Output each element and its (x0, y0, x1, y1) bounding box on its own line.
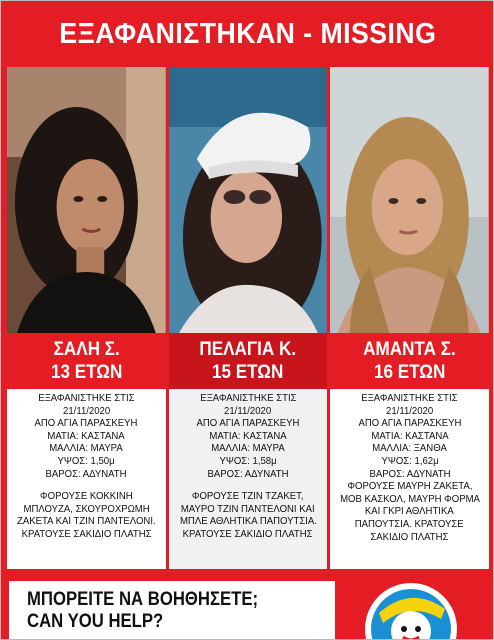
help-box (9, 581, 335, 639)
photo-pelagia (169, 67, 328, 333)
help-text-english: CAN YOU HELP? (27, 611, 164, 632)
person-name: ΠΕΛΑΓΙΑ Κ. (199, 339, 297, 360)
person-age: 15 ΕΤΩΝ (212, 362, 284, 383)
photo-sali (7, 67, 166, 333)
photo-row (7, 67, 489, 333)
person-age: 16 ΕΤΩΝ (373, 362, 446, 383)
detail-line: ΥΨΟΣ: 1,50μ (57, 455, 115, 467)
clothing-line: ΖΑΚΕΤΑ ΚΑΙ ΤΖΙΝ ΠΑΝΤΕΛΟΝΙ. (17, 516, 156, 528)
organization-logo-icon (357, 579, 465, 640)
detail-line: ΕΞΑΦΑΝΙΣΤΗΚΕ ΣΤΙΣ (38, 393, 135, 404)
poster-header (1, 1, 494, 67)
clothing-line: ΜΠΛΟΥΖΑ, ΣΚΟΥΡΟΧΡΩΜΗ (23, 503, 150, 515)
detail-line: ΑΠΟ ΑΓΙΑ ΠΑΡΑΣΚΕΥΗ (196, 418, 300, 430)
clothing-line: ΜΠΛΕ ΑΘΛΗΤΙΚΑ ΠΑΠΟΥΤΣΙΑ. (179, 516, 317, 528)
clothing-line: ΦΟΡΟΥΣΕ ΚΟΚΚΙΝΗ (40, 491, 133, 503)
clothing-line: ΚΡΑΤΟΥΣΕ ΣΑΚΙΔΙΟ ΠΛΑΤΗΣ (21, 528, 152, 540)
poster-footer (1, 573, 494, 640)
details-row (7, 389, 489, 569)
detail-line: ΜΑΤΙΑ: ΚΑΣΤΑΝΑ (209, 430, 287, 442)
details-sali (7, 389, 166, 569)
name-row (7, 333, 489, 389)
clothing-line: ΚΡΑΤΟΥΣΕ ΣΑΚΙΔΙΟ ΠΛΑΤΗΣ (183, 528, 313, 540)
missing-person-photo-icon (330, 67, 489, 333)
name-cell-pelagia (169, 333, 328, 389)
detail-line: ΜΑΛΛΙΑ: ΜΑΥΡΑ (211, 443, 285, 455)
missing-person-photo-icon (7, 67, 166, 333)
detail-line: ΥΨΟΣ: 1,58μ (219, 455, 277, 467)
details-amanta (330, 389, 489, 569)
detail-line: 21/11/2020 (386, 405, 434, 417)
detail-line: ΕΞΑΦΑΝΙΣΤΗΚΕ ΣΤΙΣ (361, 393, 458, 404)
details-pelagia (169, 389, 328, 569)
photo-amanta (330, 67, 489, 333)
detail-line: ΑΠΟ ΑΓΙΑ ΠΑΡΑΣΚΕΥΗ (358, 418, 462, 430)
name-cell-amanta (330, 333, 489, 389)
detail-line: 21/11/2020 (224, 405, 272, 417)
name-cell-sali (7, 333, 166, 389)
clothing-line: ΜΑΥΡΟ ΤΖΙΝ ΠΑΝΤΕΛΟΝΙ ΚΑΙ (181, 503, 315, 515)
person-age: 13 ΕΤΩΝ (50, 362, 123, 383)
detail-line: ΒΑΡΟΣ: ΑΔΥΝΑΤΗ (207, 468, 289, 480)
detail-line: ΥΨΟΣ: 1,62μ (381, 455, 439, 467)
clothing-line: ΦΟΡΟΥΣΕ ΜΑΥΡΗ ΖΑΚΕΤΑ, (347, 481, 473, 493)
clothing-line: ΜΟΒ ΚΑΣΚΟΛ, ΜΑΥΡΗ ΦΟΡΜΑ (339, 493, 480, 505)
help-text-greek: ΜΠΟΡΕΙΤΕ ΝΑ ΒΟΗΘΗΣΕΤΕ; (27, 589, 259, 610)
detail-line: ΜΑΤΙΑ: ΚΑΣΤΑΝΑ (47, 430, 125, 442)
clothing-line: ΣΑΚΙΔΙΟ ΠΛΑΤΗΣ (370, 531, 449, 543)
detail-line: ΕΞΑΦΑΝΙΣΤΗΚΕ ΣΤΙΣ (199, 393, 297, 404)
detail-line: ΒΑΡΟΣ: ΑΔΥΝΑΤΗ (45, 468, 127, 480)
detail-line: ΜΑΤΙΑ: ΚΑΣΤΑΝΑ (371, 430, 449, 442)
missing-person-photo-icon (169, 67, 328, 333)
clothing-line: ΚΑΙ ΓΚΡΙ ΑΘΛΗΤΙΚΑ (365, 506, 455, 518)
person-name: ΣΑΛΗ Σ. (53, 339, 120, 360)
detail-line: ΒΑΡΟΣ: ΑΔΥΝΑΤΗ (369, 468, 451, 480)
detail-line: ΜΑΛΛΙΑ: ΜΑΥΡΑ (49, 443, 124, 455)
detail-line: ΜΑΛΛΙΑ: ΞΑΝΘΑ (372, 443, 447, 455)
detail-line: ΑΠΟ ΑΓΙΑ ΠΑΡΑΣΚΕΥΗ (34, 418, 138, 430)
clothing-line: ΠΑΠΟΥΤΣΙΑ. ΚΡΑΤΟΥΣΕ (355, 518, 465, 530)
person-name: ΑΜΑΝΤΑ Σ. (363, 339, 456, 360)
poster-title: ΕΞΑΦΑΝΙΣΤΗΚΑΝ - MISSING (59, 17, 437, 50)
clothing-line: ΦΟΡΟΥΣΕ ΤΖΙΝ ΤΖΑΚΕΤ, (192, 491, 304, 503)
detail-line: 21/11/2020 (62, 405, 110, 417)
